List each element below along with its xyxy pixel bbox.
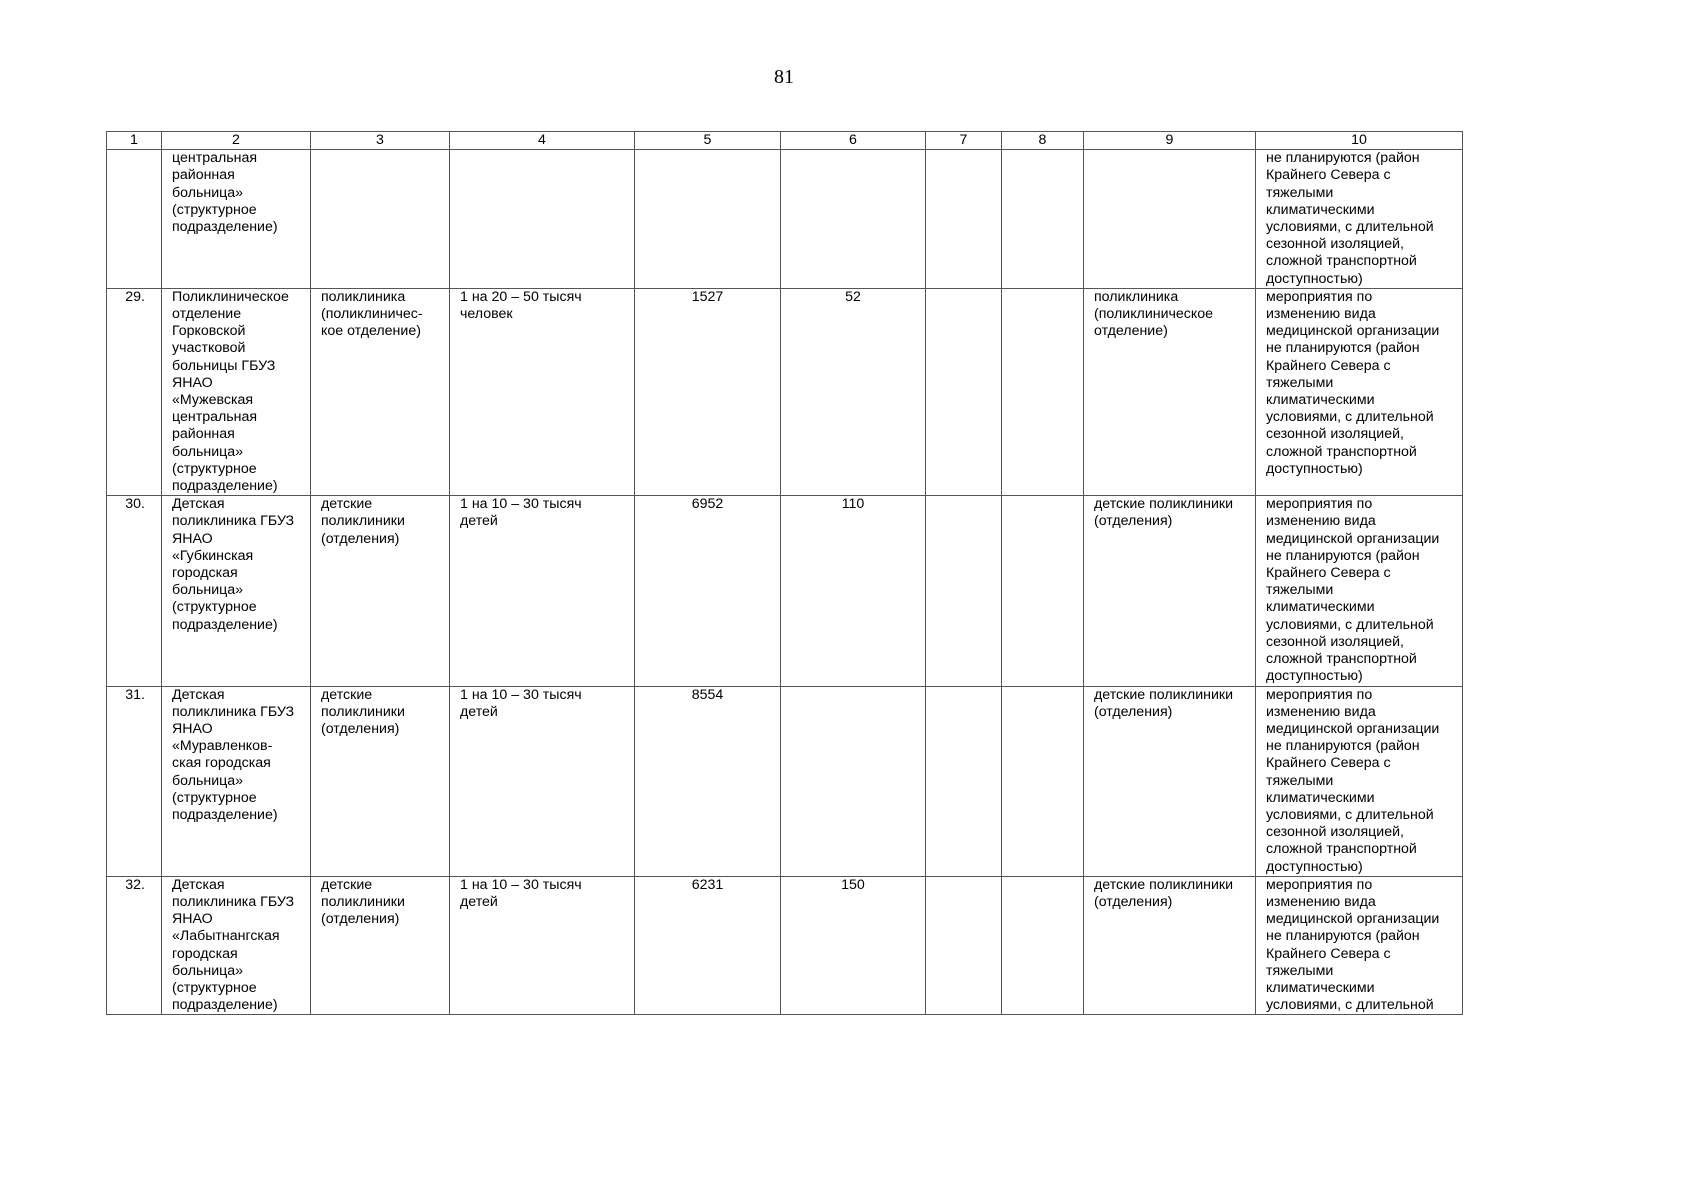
column-header: 9 bbox=[1084, 132, 1256, 150]
col5-cell: 8554 bbox=[635, 686, 781, 876]
column-header: 3 bbox=[311, 132, 450, 150]
facilities-table bbox=[106, 131, 1463, 1015]
norm-cell: 1 на 10 – 30 тысяч детей bbox=[450, 876, 635, 1015]
facility-name-cell: Поликлиническое отделение Горковской участковой больницы ГБУЗ ЯНАО «Мужевская центральная районная больница» (структурное подразделение) bbox=[162, 288, 311, 495]
col7-cell bbox=[926, 876, 1002, 1015]
col7-cell bbox=[926, 686, 1002, 876]
measures-cell: мероприятия по изменению вида медицинской организации не планируются (район Крайнего Севера с тяжелыми климатическими условиями, с длительной сезонной изоляцией, сложной транспортной доступностью) bbox=[1256, 288, 1463, 495]
col9-cell: детские поликлиники (отделения) bbox=[1084, 496, 1256, 686]
facility-type-cell bbox=[311, 150, 450, 289]
facility-type-cell: детские поликлиники (отделения) bbox=[311, 496, 450, 686]
col9-cell: поликлиника (поликлиническое отделение) bbox=[1084, 288, 1256, 495]
column-header: 6 bbox=[781, 132, 926, 150]
col5-cell bbox=[635, 150, 781, 289]
column-header: 10 bbox=[1256, 132, 1463, 150]
table-row bbox=[107, 288, 1463, 495]
col5-cell: 6231 bbox=[635, 876, 781, 1015]
norm-cell: 1 на 20 – 50 тысяч человек bbox=[450, 288, 635, 495]
table-row bbox=[107, 150, 1463, 289]
facility-type-cell: поликлиника (поликлиничес- кое отделение) bbox=[311, 288, 450, 495]
column-header: 4 bbox=[450, 132, 635, 150]
norm-cell: 1 на 10 – 30 тысяч детей bbox=[450, 496, 635, 686]
facility-name-cell: Детская поликлиника ГБУЗ ЯНАО «Муравленков- ская городская больница» (структурное подразделение) bbox=[162, 686, 311, 876]
col5-cell: 6952 bbox=[635, 496, 781, 686]
col8-cell bbox=[1002, 686, 1084, 876]
col9-cell: детские поликлиники (отделения) bbox=[1084, 876, 1256, 1015]
column-header: 2 bbox=[162, 132, 311, 150]
col7-cell bbox=[926, 496, 1002, 686]
column-header: 5 bbox=[635, 132, 781, 150]
facility-type-cell: детские поликлиники (отделения) bbox=[311, 876, 450, 1015]
row-number-cell: 32. bbox=[107, 876, 162, 1015]
row-number-cell: 31. bbox=[107, 686, 162, 876]
measures-cell: мероприятия по изменению вида медицинской организации не планируются (район Крайнего Севера с тяжелыми климатическими условиями, с длительной сезонной изоляцией, сложной транспортной доступностью) bbox=[1256, 496, 1463, 686]
measures-cell: мероприятия по изменению вида медицинской организации не планируются (район Крайнего Севера с тяжелыми климатическими условиями, с длительной bbox=[1256, 876, 1463, 1015]
column-header: 8 bbox=[1002, 132, 1084, 150]
col9-cell: детские поликлиники (отделения) bbox=[1084, 686, 1256, 876]
norm-cell bbox=[450, 150, 635, 289]
facility-name-cell: Детская поликлиника ГБУЗ ЯНАО «Губкинская городская больница» (структурное подразделение) bbox=[162, 496, 311, 686]
table-row bbox=[107, 876, 1463, 1015]
row-number-cell: 30. bbox=[107, 496, 162, 686]
row-number-cell: 29. bbox=[107, 288, 162, 495]
table-header-row bbox=[107, 132, 1463, 150]
column-header: 1 bbox=[107, 132, 162, 150]
col8-cell bbox=[1002, 496, 1084, 686]
col5-cell: 1527 bbox=[635, 288, 781, 495]
table-row bbox=[107, 496, 1463, 686]
measures-cell: мероприятия по изменению вида медицинской организации не планируются (район Крайнего Севера с тяжелыми климатическими условиями, с длительной сезонной изоляцией, сложной транспортной доступностью) bbox=[1256, 686, 1463, 876]
col6-cell: 52 bbox=[781, 288, 926, 495]
col6-cell: 110 bbox=[781, 496, 926, 686]
col7-cell bbox=[926, 288, 1002, 495]
table-row bbox=[107, 686, 1463, 876]
col7-cell bbox=[926, 150, 1002, 289]
col8-cell bbox=[1002, 150, 1084, 289]
norm-cell: 1 на 10 – 30 тысяч детей bbox=[450, 686, 635, 876]
facility-name-cell: Детская поликлиника ГБУЗ ЯНАО «Лабытнангская городская больница» (структурное подразделение) bbox=[162, 876, 311, 1015]
facility-type-cell: детские поликлиники (отделения) bbox=[311, 686, 450, 876]
col8-cell bbox=[1002, 288, 1084, 495]
facility-name-cell: центральная районная больница» (структурное подразделение) bbox=[162, 150, 311, 289]
col6-cell: 150 bbox=[781, 876, 926, 1015]
col6-cell bbox=[781, 150, 926, 289]
col9-cell bbox=[1084, 150, 1256, 289]
column-header: 7 bbox=[926, 132, 1002, 150]
row-number-cell bbox=[107, 150, 162, 289]
measures-cell: не планируются (район Крайнего Севера с тяжелыми климатическими условиями, с длительной сезонной изоляцией, сложной транспортной доступностью) bbox=[1256, 150, 1463, 289]
page-number: 81 bbox=[774, 66, 794, 88]
col6-cell bbox=[781, 686, 926, 876]
col8-cell bbox=[1002, 876, 1084, 1015]
